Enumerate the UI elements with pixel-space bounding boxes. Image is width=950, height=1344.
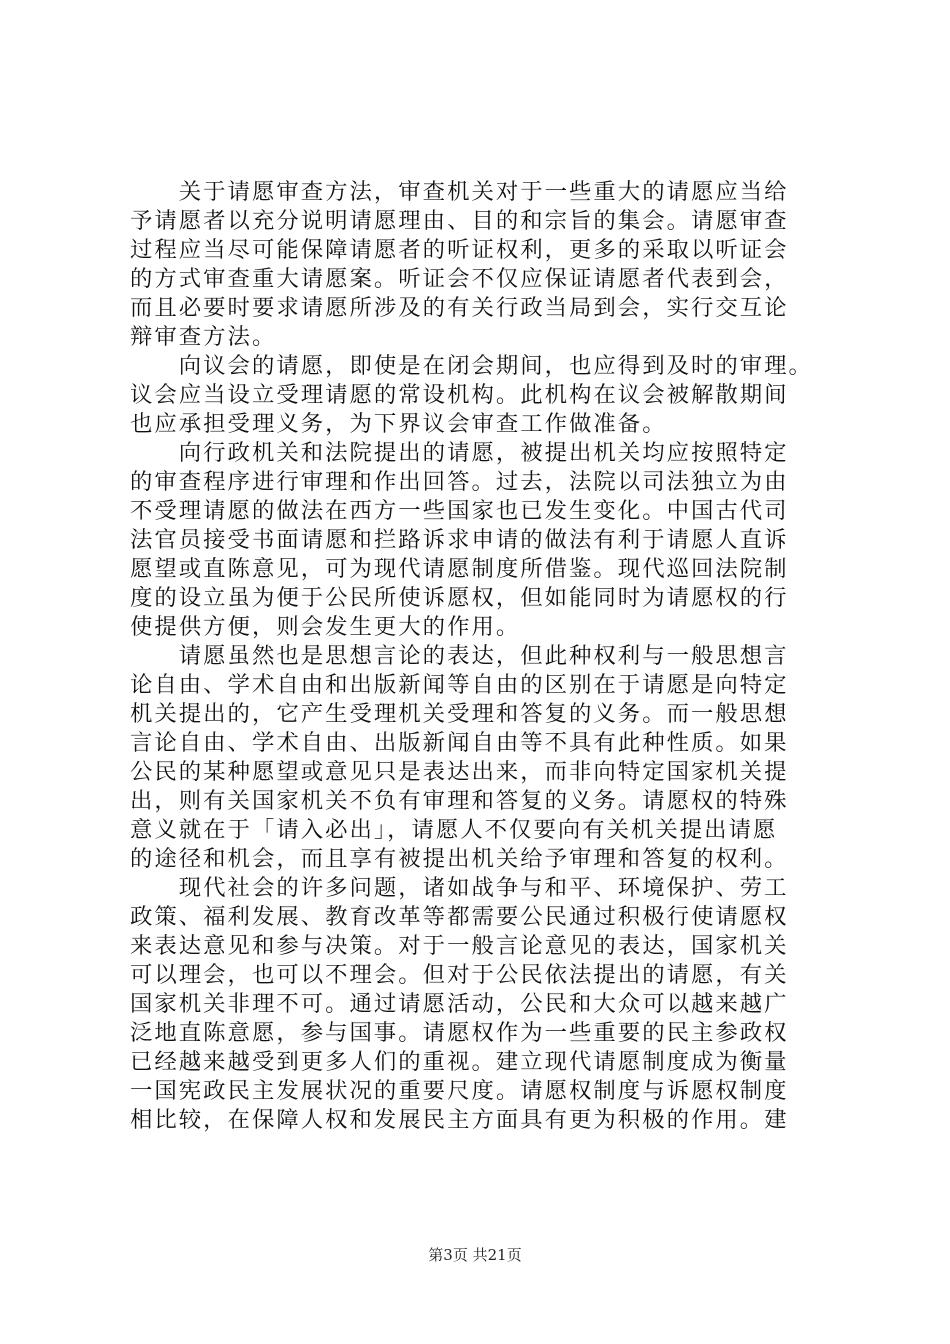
text-line: 辩审查方法。 — [130, 324, 277, 350]
page-footer: 第3页 共21页 — [428, 1246, 522, 1264]
text-line: 愿望或直陈意见，可为现代请愿制度所借鉴。现代巡回法院制 — [130, 556, 789, 582]
text-line: 的方式审查重大请愿案。听证会不仅应保证请愿者代表到会， — [130, 266, 789, 292]
text-line: 出，则有关国家机关不负有审理和答复的义务。请愿权的特殊 — [130, 788, 789, 814]
text-line: 法官员接受书面请愿和拦路诉求申请的做法有利于请愿人直诉 — [130, 527, 789, 553]
text-line: 政策、福利发展、教育改革等都需要公民通过积极行使请愿权 — [130, 904, 789, 930]
text-line: 国家机关非理不可。通过请愿活动，公民和大众可以越来越广 — [130, 991, 789, 1017]
text-line: 已经越来越受到更多人们的重视。建立现代请愿制度成为衡量 — [130, 1049, 789, 1075]
text-line: 过程应当尽可能保障请愿者的听证权利，更多的采取以听证会 — [130, 237, 789, 263]
text-line: 不受理请愿的做法在西方一些国家也已发生变化。中国古代司 — [130, 498, 789, 524]
text-line: 可以理会，也可以不理会。但对于公民依法提出的请愿，有关 — [130, 962, 789, 988]
text-line: 也应承担受理义务，为下界议会审查工作做准备。 — [130, 411, 667, 437]
text-line: 言论自由、学术自由、出版新闻自由等不具有此种性质。如果 — [130, 730, 789, 756]
text-line: 现代社会的许多问题，诸如战争与和平、环境保护、劳工 — [130, 875, 789, 901]
text-line: 关于请愿审查方法，审查机关对于一些重大的请愿应当给 — [130, 179, 789, 205]
text-line: 相比较，在保障人权和发展民主方面具有更为积极的作用。建 — [130, 1107, 789, 1133]
text-line: 泛地直陈意愿，参与国事。请愿权作为一些重要的民主参政权 — [130, 1020, 789, 1046]
text-line: 的途径和机会，而且享有被提出机关给予审理和答复的权利。 — [130, 846, 789, 872]
text-line: 来表达意见和参与决策。对于一般言论意见的表达，国家机关 — [130, 933, 789, 959]
text-line: 予请愿者以充分说明请愿理由、目的和宗旨的集会。请愿审查 — [130, 208, 789, 234]
text-line: 使提供方便，则会发生更大的作用。 — [130, 614, 521, 640]
text-line: 度的设立虽为便于公民所使诉愿权，但如能同时为请愿权的行 — [130, 585, 789, 611]
text-line: 议会应当设立受理请愿的常设机构。此机构在议会被解散期间 — [130, 382, 789, 408]
text-line: 的审查程序进行审理和作出回答。过去，法院以司法独立为由 — [130, 469, 789, 495]
text-line: 一国宪政民主发展状况的重要尺度。请愿权制度与诉愿权制度 — [130, 1078, 789, 1104]
text-line: 向议会的请愿，即使是在闭会期间，也应得到及时的审理。 — [130, 353, 813, 379]
text-line: 公民的某种愿望或意见只是表达出来，而非向特定国家机关提 — [130, 759, 789, 785]
text-line: 向行政机关和法院提出的请愿，被提出机关均应按照特定 — [130, 440, 789, 466]
text-line: 意义就在于「请入必出」，请愿人不仅要向有关机关提出请愿 — [130, 817, 778, 843]
document-body — [130, 178, 830, 1135]
text-line: 请愿虽然也是思想言论的表达，但此种权利与一般思想言 — [130, 643, 789, 669]
text-line: 论自由、学术自由和出版新闻等自由的区别在于请愿是向特定 — [130, 672, 789, 698]
text-line: 而且必要时要求请愿所涉及的有关行政当局到会，实行交互论 — [130, 295, 789, 321]
text-line: 机关提出的，它产生受理机关受理和答复的义务。而一般思想 — [130, 701, 789, 727]
